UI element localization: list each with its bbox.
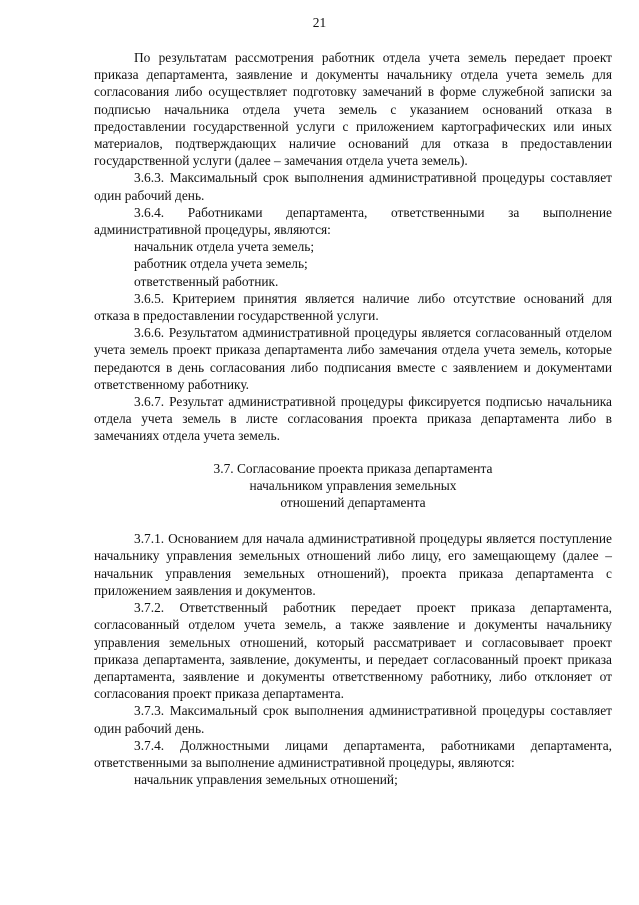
list-item: ответственный работник.	[134, 273, 279, 289]
paragraph-3-6-4: 3.6.4. Работниками департамента, ответственными за выполнение административной процедуры, являются:	[94, 204, 612, 238]
paragraph-review-result: По результатам рассмотрения работник отдела учета земель передает проект приказа департамента, заявление и документы начальнику отдела учета земель для согласования либо осуществляет подготовку замечаний в форме служебной записки за подписью начальника отдела учета земель с указанием оснований отказа в предоставлении государственной услуги с приложением картографических или иных материалов, подтверждающих наличие оснований для отказа в предоставлении государственной услуги (далее – замечания отдела учета земель).	[94, 50, 612, 169]
list-item: работник отдела учета земель;	[134, 256, 308, 272]
body-text	[94, 49, 612, 788]
paragraph-3-7-2: 3.7.2. Ответственный работник передает проект приказа департамента, согласованный отделом учета земель, а также заявление и документы начальнику управления земельных отношений, который рассматривает и согласовывает проект приказа департамента, заявление, документы, и передает согласованный проект приказа департамента, заявление и документы ответственному работнику, либо отклоняет от согласования проект приказа департамента.	[94, 600, 612, 702]
page-number: 21	[312, 15, 327, 30]
paragraph-3-7-4: 3.7.4. Должностными лицами департамента, работниками департамента, ответственными за выполнение административной процедуры, являются:	[94, 737, 612, 770]
list-item: начальник управления земельных отношений;	[134, 772, 398, 788]
paragraph-3-6-3: 3.6.3. Максимальный срок выполнения административной процедуры составляет один рабочий день.	[94, 170, 612, 203]
paragraph-3-6-5: 3.6.5. Критерием принятия является наличие либо отсутствие оснований для отказа в предоставлении государственной услуги.	[94, 290, 612, 324]
paragraph-3-7-3: 3.7.3. Максимальный срок выполнения административной процедуры составляет один рабочий день.	[94, 703, 612, 736]
paragraph-3-6-7: 3.6.7. Результат административной процедуры фиксируется подписью начальника отдела учета земель в листе согласования проекта приказа департамента либо в замечаниях отдела учета земель.	[94, 394, 612, 444]
section-heading-line: начальником управления земельных	[249, 477, 457, 493]
section-heading-line: 3.7. Согласование проекта приказа департамента	[213, 460, 493, 476]
section-heading	[94, 460, 612, 512]
list-item: начальник отдела учета земель;	[134, 239, 315, 255]
paragraph-3-6-6: 3.6.6. Результатом административной процедуры является согласованный отделом учета земель проект приказа департамента либо замечания отдела учета земель, которые передаются в день согласования либо подписания вместе с заявлением и документами ответственному работнику.	[94, 325, 612, 392]
section-heading-line: отношений департамента	[280, 495, 426, 511]
paragraph-3-7-1: 3.7.1. Основанием для начала административной процедуры является поступление начальнику управления земельных отношений либо лицу, его замещающему (далее – начальник управления земельных отношений), проекта приказа департамента с приложением заявления и документов.	[94, 531, 612, 598]
